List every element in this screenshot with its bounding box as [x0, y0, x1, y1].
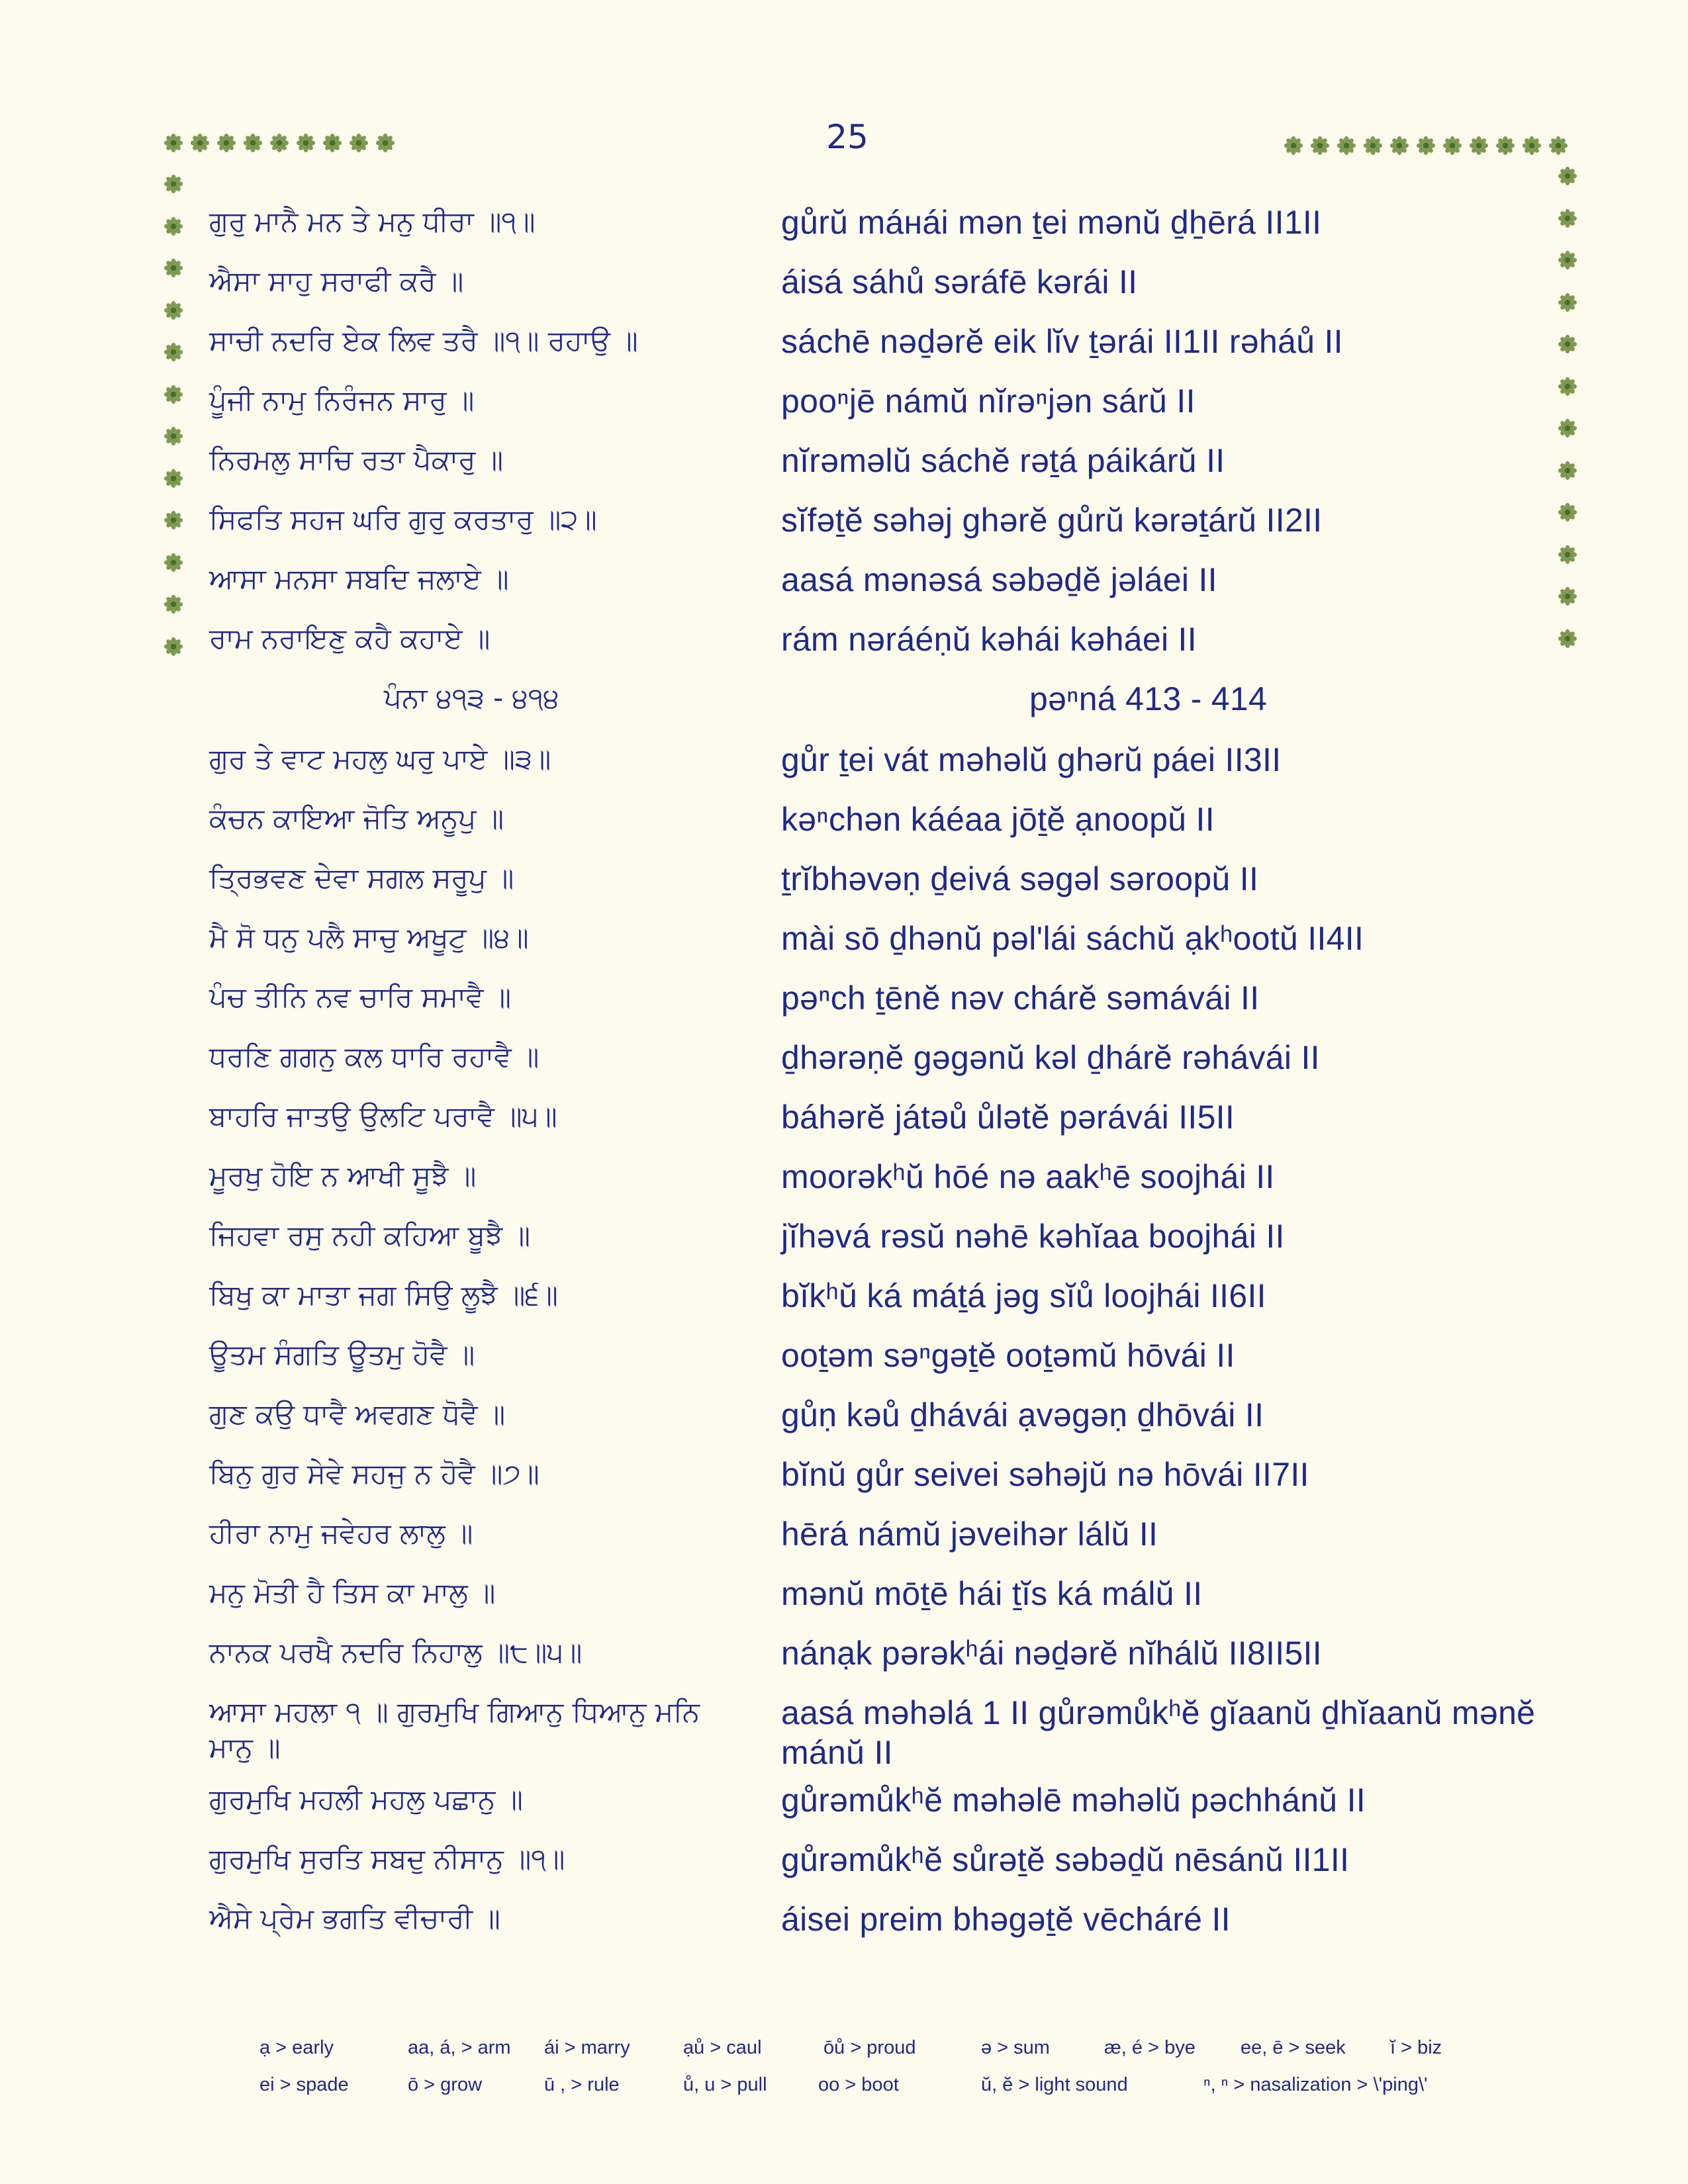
gurmukhi-line: ਮੂਰਖੁ ਹੋਇ ਨ ਆਖੀ ਸੂਝੈ ॥ [209, 1160, 477, 1192]
transliteration-line: gůr ṯei vát məhəlŭ ghərŭ páei II3II [781, 741, 1282, 778]
gurmukhi-line: ਗੁਰਮੁਖਿ ਮਹਲੀ ਮਹਲੁ ਪਛਾਨੁ ॥ [209, 1783, 523, 1815]
legend-entry: oo > boot [818, 2074, 899, 2095]
transliteration-line: pəⁿch ṯēnĕ nəv chárĕ səmávái II [781, 979, 1260, 1017]
gurmukhi-line: ਕੰਚਨ ਕਾਇਆ ਜੋਤਿ ਅਨੂਪੁ ॥ [209, 802, 504, 835]
flower-ornament-icon [163, 594, 184, 615]
flower-ornament-icon [216, 132, 237, 154]
transliteration-line: áisei prеim bhəgəṯĕ vēcháré II [781, 1901, 1231, 1938]
legend-entry: ạů > caul [683, 2037, 762, 2058]
transliteration-line: nĭrəməlŭ sáchĕ rəṯá páikárŭ II [781, 442, 1225, 479]
legend-entry: aa, á, > arm [408, 2037, 511, 2058]
flower-ornament-icon [1557, 460, 1578, 481]
flower-ornament-icon [163, 341, 184, 363]
gurmukhi-line: ਸਿਫਤਿ ਸਹਜ ਘਰਿ ਗੁਰੁ ਕਰਤਾਰੁ ॥੨॥ [209, 503, 597, 535]
transliteration-line: sáchē nəḏərĕ eik lĭv ṯərái II1II rəháů II [781, 323, 1343, 360]
flower-ornament-icon [163, 636, 184, 657]
gurmukhi-line: ਬਾਹਰਿ ਜਾਤਉ ਉਲਟਿ ਪਰਾਵੈ ॥੫॥ [209, 1100, 557, 1132]
flower-ornament-icon [163, 426, 184, 447]
transliteration-line: ṯrĭbhəvəṇ ḏeivá səgəl səroopŭ II [781, 860, 1259, 897]
flower-ornament-icon [163, 216, 184, 237]
flower-ornament-icon [163, 552, 184, 573]
legend-entry: ee, ē > seek [1241, 2037, 1346, 2058]
gurmukhi-line: ਮੈ ਸੋ ਧਨੁ ਪਲੈ ਸਾਚੁ ਅਖੂਟੁ ॥੪॥ [209, 921, 529, 954]
transliteration-line: pooⁿjē námŭ nĭrəⁿjən sárŭ II [781, 383, 1196, 420]
flower-ornament-icon [1468, 135, 1489, 156]
flower-ornament-icon [1557, 165, 1578, 187]
gurmukhi-line: ਨਾਨਕ ਪਰਖੈ ਨਦਰਿ ਨਿਹਾਲੁ ॥੮॥੫॥ [209, 1636, 583, 1668]
transliteration-line: bĭnŭ gůr seivei səhəjŭ nə hōvái II7II [781, 1456, 1309, 1493]
legend-entry: ⁿ, ⁿ > nasalization > \'ping\' [1203, 2074, 1428, 2095]
legend-entry: ái > marry [544, 2037, 630, 2058]
legend-entry: æ, é > bye [1104, 2037, 1196, 2058]
flower-ornament-icon [1495, 135, 1516, 156]
transliteration-line: jĭhəvá rəsŭ nəhē kəhĭaa boojhái II [781, 1218, 1285, 1255]
transliteration-line: bĭkʰŭ ká máṯá jəg sĭů loojhái II6II [781, 1277, 1266, 1314]
transliteration-line: ḏhərəṇĕ gəgənŭ kəl ḏhárĕ rəhávái II [781, 1039, 1320, 1076]
flower-ornament-icon [1557, 418, 1578, 439]
transliteration-line: gůrəmůkʰĕ məhəlē məhəlŭ pəchhánŭ II [781, 1782, 1366, 1819]
legend-entry: ů, u > pull [683, 2074, 767, 2095]
legend-entry: ei > spade [259, 2074, 349, 2095]
gurmukhi-line: ਐਸੇ ਪ੍ਰੇਮ ਭਗਤਿ ਵੀਚਾਰੀ ॥ [209, 1902, 500, 1934]
flower-ornament-icon [1557, 376, 1578, 397]
flower-ornament-icon [1548, 135, 1569, 156]
gurmukhi-line: ਰਾਮ ਨਰਾਇਣੁ ਕਹੈ ਕਹਾਏ ॥ [209, 622, 491, 655]
legend-entry: ĭ > biz [1390, 2037, 1442, 2058]
flower-ornament-icon [1283, 135, 1304, 156]
transliteration-line: mài sō ḏhənŭ pəl'lái sáchŭ ạkʰootŭ II4II [781, 920, 1364, 957]
legend-entry: ū , > rule [544, 2074, 620, 2095]
gurmukhi-line: ਬਿਨੁ ਗੁਰ ਸੇਵੇ ਸਹਜੁ ਨ ਹੋਵੈ ॥੭॥ [209, 1457, 539, 1490]
transliteration-line: ooṯəm səⁿgəṯĕ ooṯəmŭ hōvái II [781, 1337, 1235, 1374]
gurmukhi-line: ਆਸਾ ਮਨਸਾ ਸਬਦਿ ਜਲਾਏ ॥ [209, 563, 509, 595]
flower-ornament-icon [1557, 250, 1578, 271]
transliteration-line: aasá mənəsá səbəḏĕ jəláei II [781, 561, 1217, 598]
flower-ornament-icon [163, 132, 184, 154]
gurmukhi-line: ਗੁਰ ਤੇ ਵਾਟ ਮਹਲੁ ਘਰੁ ਪਾਏ ॥੩॥ [209, 743, 551, 775]
flower-ornament-icon [163, 510, 184, 531]
flower-ornament-icon [1362, 135, 1383, 156]
flower-ornament-icon [322, 132, 343, 154]
flower-ornament-icon [1557, 628, 1578, 649]
gurmukhi-line: ਆਸਾ ਮਹਲਾ ੧ ॥ ਗੁਰਮੁਖਿ ਗਿਆਨੁ ਧਿਆਨੁ ਮਨਿ ਮਾਨੁ ॥ [209, 1696, 700, 1764]
flower-ornament-icon [1309, 135, 1331, 156]
transliteration-line: gůrŭ máнái mən ṯei mənŭ ḏẖērá II1II [781, 204, 1322, 241]
gurmukhi-line: ਬਿਖੁ ਕਾ ਮਾਤਾ ਜਗ ਸਿਉ ਲੂਝੈ ॥੬॥ [209, 1279, 558, 1311]
transliteration-line: nánạk pərəkʰái nəḏərĕ nĭhálŭ II8II5II [781, 1635, 1322, 1672]
page-number: 25 [826, 118, 868, 156]
transliteration-line: rám nəráéṇŭ kəhái kəháei II [781, 621, 1197, 658]
transliteration-line: áisá sáhů səráfē kərái II [781, 263, 1138, 300]
gurmukhi-line: ਤ੍ਰਿਭਵਣ ਦੇਵਾ ਸਗਲ ਸਰੂਪੁ ॥ [209, 862, 514, 894]
transliteration-line: gůṇ kəů ḏhávái ạvəgəṇ ḏhōvái II [781, 1396, 1264, 1433]
gurmukhi-line: ਗੁਣ ਕਉ ਧਾਵੈ ਅਵਗਣ ਧੋਵੈ ॥ [209, 1398, 506, 1430]
gurmukhi-line: ਮਨੁ ਮੋਤੀ ਹੈ ਤਿਸ ਕਾ ਮਾਲੁ ॥ [209, 1576, 496, 1609]
transliteration-line: hērá námŭ jəveihər lálŭ II [781, 1516, 1158, 1553]
gurmukhi-line: ਪੂੰਜੀ ਨਾਮੁ ਨਿਰੰਜਨ ਸਾਰੁ ॥ [209, 384, 475, 416]
flower-ornament-icon [163, 173, 184, 195]
flower-ornament-icon [375, 132, 396, 154]
transliteration-line: mənŭ mōṯē hái ṯĭs ká málŭ II [781, 1575, 1203, 1612]
gurmukhi-line: ਐਸਾ ਸਾਹੁ ਸਰਾਫੀ ਕਰੈ ॥ [209, 265, 464, 297]
transliteration-line: báhərĕ játəů ůlətĕ pərávái II5II [781, 1099, 1235, 1136]
gurmukhi-line: ਊਤਮ ਸੰਗਤਿ ਊਤਮੁ ਹੋਵੈ ॥ [209, 1338, 475, 1371]
gurmukhi-line: ਗੁਰੁ ਮਾਨੈ ਮਨ ਤੇ ਮਨੁ ਧੀਰਾ ॥੧॥ [209, 205, 536, 238]
flower-ornament-icon [189, 132, 211, 154]
flower-ornament-icon [348, 132, 369, 154]
transliteration-line: aasá məhəlá 1 II gůrəmůkʰĕ gĭaanŭ ḏhĭaanŭ mənĕ mánŭ II [781, 1694, 1536, 1771]
flower-ornament-icon [242, 132, 263, 154]
transliteration-line: gůrəmůkʰĕ sůrəṯĕ səbəḏŭ nēsánŭ II1II [781, 1841, 1350, 1878]
flower-ornament-icon [163, 468, 184, 489]
legend-entry: ōů > proud [823, 2037, 916, 2058]
flower-ornament-icon [1557, 208, 1578, 229]
gurmukhi-line: ਧਰਣਿ ਗਗਨੁ ਕਲ ਧਾਰਿ ਰਹਾਵੈ ॥ [209, 1040, 539, 1073]
gurmukhi-line: ਨਿਰਮਲੁ ਸਾਚਿ ਰਤਾ ਪੈਕਾਰੁ ॥ [209, 443, 504, 476]
flower-ornament-icon [1557, 292, 1578, 313]
transliteration-line: kəⁿchən káéaa jōṯĕ ạnoopŭ II [781, 801, 1215, 838]
flower-ornament-icon [269, 132, 290, 154]
flower-ornament-icon [1557, 502, 1578, 523]
flower-ornament-icon [163, 257, 184, 279]
gurmukhi-line: ਗੁਰਮੁਖਿ ਸੁਰਤਿ ਸਬਦੁ ਨੀਸਾਨੁ ॥੧॥ [209, 1843, 565, 1875]
flower-ornament-icon [1521, 135, 1542, 156]
page-range-gurmukhi: ਪੰਨਾ ੪੧੩ - ੪੧੪ [384, 682, 559, 714]
flower-ornament-icon [1415, 135, 1436, 156]
legend-entry: ŭ, ĕ > light sound [981, 2074, 1128, 2095]
flower-ornament-icon [1557, 544, 1578, 565]
gurmukhi-line: ਸਾਚੀ ਨਦਰਿ ਏਕ ਲਿਵ ਤਰੈ ॥੧॥ ਰਹਾਉ ॥ [209, 324, 638, 357]
flower-ornament-icon [163, 300, 184, 321]
flower-ornament-icon [163, 384, 184, 405]
transliteration-line: sĭfəṯĕ səhəj ghərĕ gůrŭ kərəṯárŭ II2II [781, 502, 1323, 539]
legend-entry: ō > grow [408, 2074, 483, 2095]
legend-entry: ə > sum [981, 2037, 1050, 2058]
page-range-transliteration: pəⁿná 413 - 414 [1029, 680, 1268, 717]
legend-entry: ạ > early [259, 2037, 334, 2058]
flower-ornament-icon [295, 132, 316, 154]
gurmukhi-line: ਪੰਚ ਤੀਨਿ ਨਵ ਚਾਰਿ ਸਮਾਵੈ ॥ [209, 981, 512, 1013]
flower-ornament-icon [1557, 334, 1578, 355]
flower-ornament-icon [1557, 586, 1578, 607]
flower-ornament-icon [1389, 135, 1410, 156]
flower-ornament-icon [1336, 135, 1357, 156]
gurmukhi-line: ਜਿਹਵਾ ਰਸੁ ਨਹੀ ਕਹਿਆ ਬੂਝੈ ॥ [209, 1219, 531, 1251]
transliteration-line: moorəkʰŭ hōé nə aakʰē soojhái II [781, 1158, 1275, 1195]
flower-ornament-icon [1442, 135, 1463, 156]
gurmukhi-line: ਹੀਰਾ ਨਾਮੁ ਜਵੇਹਰ ਲਾਲੁ ॥ [209, 1517, 473, 1549]
